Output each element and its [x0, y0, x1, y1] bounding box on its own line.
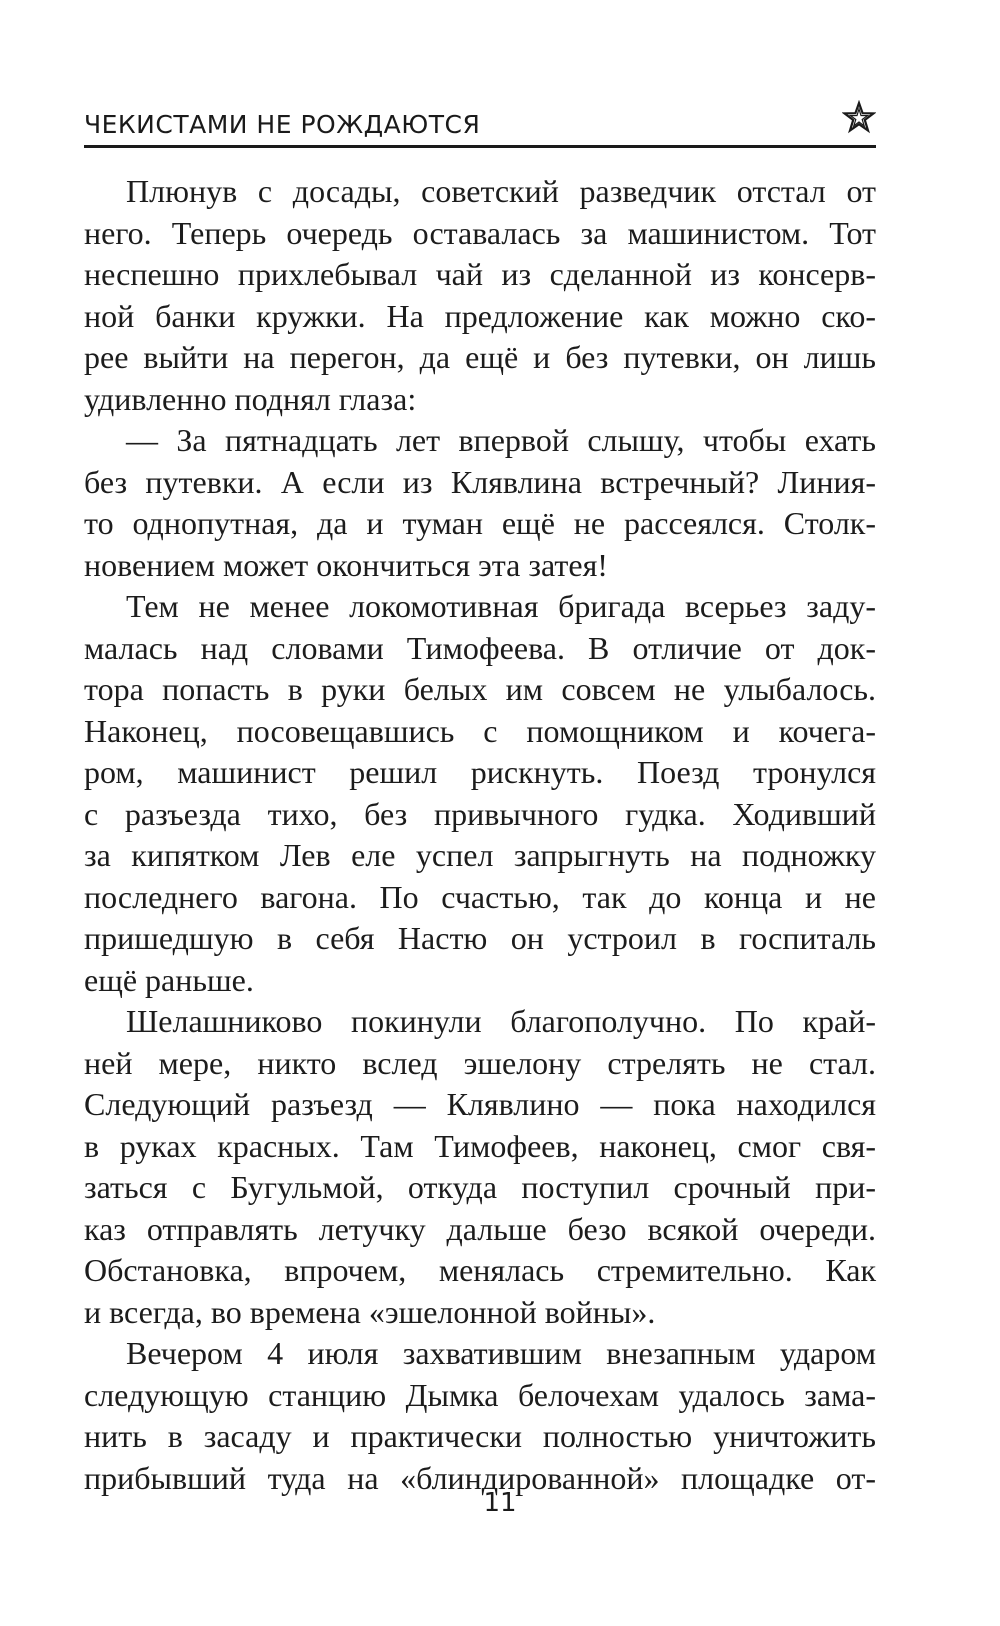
text-line: него. Теперь очередь оставалась за машинистом. Тот	[84, 214, 876, 251]
text-line: ней мере, никто вслед эшелону стрелять не стал.	[84, 1044, 876, 1081]
dialogue-paragraph	[84, 420, 876, 586]
text-line: новением может окончиться эта затея!	[84, 546, 608, 583]
text-line: следующую станцию Дымка белочехам удалось зама-	[84, 1376, 876, 1413]
text-line: в руках красных. Там Тимофеев, наконец, смог свя-	[84, 1127, 876, 1164]
text-line: нить в засаду и практически полностью уничтожить	[84, 1418, 876, 1454]
text-line: заться с Бугульмой, откуда поступил срочный при-	[84, 1169, 876, 1205]
text-line: Наконец, посовещавшись с помощником и кочега-	[84, 712, 876, 749]
page-number: 11	[483, 1488, 517, 1518]
text-line: Обстановка, впрочем, менялась стремительно. Как	[84, 1252, 876, 1288]
body-text	[84, 171, 876, 1499]
text-line: удивленно поднял глаза:	[84, 380, 417, 417]
text-line: неспешно прихлебывал чай из сделанной из консерв-	[84, 256, 876, 292]
text-line: и всегда, во времена «эшелонной войны».	[84, 1293, 656, 1330]
text-line: ной банки кружки. На предложение как можно ско-	[84, 297, 876, 334]
text-line: Плюнув с досады, советский разведчик отстал от	[126, 173, 876, 209]
text-line: тора попасть в руки белых им совсем не улыбалось.	[84, 671, 876, 707]
text-line: Вечером 4 июля захватившим внезапным ударом	[126, 1335, 876, 1371]
text-line: каз отправлять летучку дальше безо всякой очереди.	[84, 1210, 876, 1247]
text-line: без путевки. А если из Клявлина встречный? Линия-	[84, 463, 876, 500]
text-line: последнего вагона. По счастью, так до конца и не	[84, 878, 876, 915]
text-line: рее выйти на перегон, да ещё и без путевки, он лишь	[84, 339, 876, 375]
header-rule	[84, 145, 876, 148]
text-line: то однопутная, да и туман ещё не рассеялся. Столк-	[84, 505, 876, 541]
text-line: Следующий разъезд — Клявлино — пока находился	[84, 1086, 876, 1122]
paragraph	[84, 1333, 876, 1499]
running-head	[84, 98, 876, 148]
text-line: ещё раньше.	[84, 961, 254, 998]
text-line: ром, машинист решил рискнуть. Поезд тронулся	[84, 754, 876, 790]
paragraph	[84, 171, 876, 420]
text-line: за кипятком Лев еле успел запрыгнуть на подножку	[84, 837, 876, 873]
text-line: с разъезда тихо, без привычного гудка. Ходивший	[84, 795, 876, 832]
text-line: пришедшую в себя Настю он устроил в госпиталь	[84, 920, 876, 956]
paragraph	[84, 1001, 876, 1333]
text-line: — За пятнадцать лет впервой слышу, чтобы ехать	[126, 422, 876, 458]
star-outline-icon	[842, 100, 876, 134]
text-line: Шелашниково покинули благополучно. По край-	[126, 1003, 876, 1039]
text-line: Тем не менее локомотивная бригада всерьез заду-	[126, 588, 876, 624]
text-line: прибывший туда на «блиндированной» площадке от-	[84, 1459, 876, 1496]
paragraph	[84, 586, 876, 1001]
running-title: ЧЕКИСТАМИ НЕ РОЖДАЮТСЯ	[84, 110, 481, 139]
text-line: малась над словами Тимофеева. В отличие от док-	[84, 629, 876, 666]
